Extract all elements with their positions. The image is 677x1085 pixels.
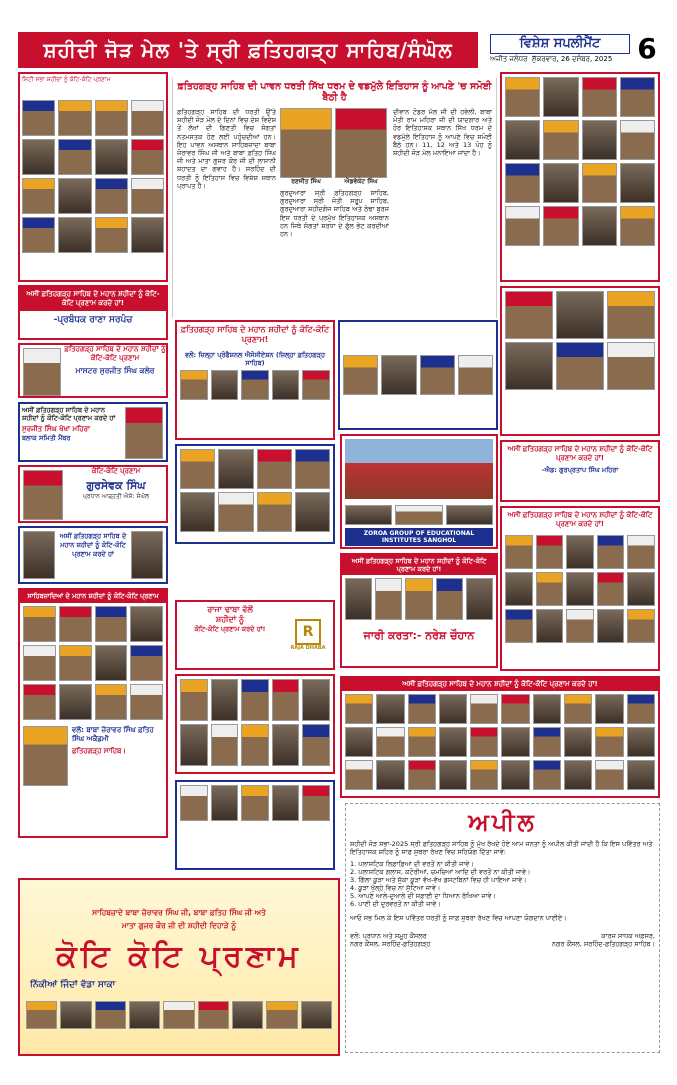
portrait-photo [505,609,533,643]
center-tribute-signer: ਵਲੋਂ: ਜ਼ਿਲ੍ਹਾ ਪ੍ਰੋਫੈਸ਼ਨਲ ਐਸੋਸੀਏਸ਼ਨ (ਜ਼ਿਲ੍ਹਾ ਫ਼ਤਿਹਗੜ੍ਹ ਸਾਹਿਬ) [185,351,325,367]
right-tribute-ad-3 [500,506,660,671]
portrait-photo [95,100,128,136]
portrait-photo [597,535,625,569]
surjit-role: ਬਲਾਕ ਸਮਿਤੀ ਮੈਂਬਰ [22,434,71,442]
portrait-photo [533,760,561,790]
portrait-photo [295,449,330,489]
portrait-photo [566,572,594,606]
portrait-photo [131,139,164,175]
portrait-photo [59,606,92,642]
portrait-photo [376,727,404,757]
portrait-photo [272,724,300,766]
portrait-photo [505,535,533,569]
portrait-photo [564,760,592,790]
portrait-photo [131,100,164,136]
appeal-title: ਅਪੀਲ [468,808,537,836]
portrait-photo [345,727,373,757]
appeal-signer-left-2: ਨਗਰ ਕੌਂਸਲ, ਸਰਹਿੰਦ-ਫ਼ਤਿਹਗੜ੍ਹ [350,940,431,948]
portrait-photo [381,355,416,395]
portrait-photo [505,163,540,203]
portrait-photo [470,694,498,724]
portrait-photo [125,407,163,459]
portrait-photo [58,178,91,214]
school-tribute-text: ਫ਼ਤਿਹਗੜ੍ਹ ਸਾਹਿਬ ਦੇ ਮਹਾਨ ਸ਼ਹੀਦਾਂ ਨੂੰ ਕੋਟਿ-ਕੋਟਿ ਪ੍ਰਣਾਮ [64,345,166,362]
portrait-photo [620,120,655,160]
center-right-photo-row [340,352,496,398]
raja-line-3: ਕੋਟਿ-ਕੋਟਿ ਪ੍ਰਣਾਮ ਕਰਦੇ ਹਾਂ! [194,625,266,633]
portrait-photo [23,531,55,579]
right-tribute-text-2: ਅਸੀਂ ਫ਼ਤਿਹਗੜ੍ਹ ਸਾਹਿਬ ਦੇ ਮਹਾਨ ਸ਼ਹੀਦਾਂ ਨੂੰ ਕੋਟਿ-ਕੋਟਿ ਪ੍ਰਣਾਮ ਕਰਦੇ ਹਾਂ! [507,511,653,528]
portrait-photo [23,684,56,720]
naresh-ad [340,553,498,668]
portrait-photo [556,291,604,339]
photo1-caption: ਰਣਜੀਤ ਸਿੰਘ [291,178,321,185]
surjit-ad [18,402,168,462]
right-tribute-ad-4 [340,676,660,798]
raja-dhaba-ad [175,600,335,670]
portrait-photo [505,77,540,117]
poster-line-1: ਸਾਹਿਬਜ਼ਾਦੇ ਬਾਬਾ ਜ਼ੋਰਾਵਰ ਸਿੰਘ ਜੀ, ਬਾਬਾ ਫ਼ਤਿਹ ਸਿੰਘ ਜੀ ਅਤੇ [92,908,266,917]
raja-line-2: ਸ਼ਹੀਦਾਂ ਨੂੰ [215,615,245,624]
portrait-photo [376,760,404,790]
portrait-photo [23,606,56,642]
portrait-photo [439,694,467,724]
portrait-photo [180,724,208,766]
naresh-photo-row [342,575,496,623]
right-photo-grid-4 [342,691,658,793]
portrait-photo [501,760,529,790]
portrait-photo [59,684,92,720]
center-bottom-grid-2 [175,780,335,870]
school-photo-row [342,502,496,528]
right-tribute-text-3: ਅਸੀਂ ਫ਼ਤਿਹਗੜ੍ਹ ਸਾਹਿਬ ਦੇ ਮਹਾਨ ਸ਼ਹੀਦਾਂ ਨੂੰ ਕੋਟਿ-ਕੋਟਿ ਪ੍ਰਣਾਮ ਕਰਦੇ ਹਾਂ! [342,678,658,691]
portrait-photo [582,206,617,246]
portrait-photo [343,355,378,395]
portrait-photo [505,120,540,160]
paper-name: ਅਜੀਤ ਜਲੰਧਰ [490,55,528,63]
portrait-photo [211,785,239,821]
right-tribute-text: ਅਸੀਂ ਫ਼ਤਿਹਗੜ੍ਹ ਸਾਹਿਬ ਦੇ ਮਹਾਨ ਸ਼ਹੀਦਾਂ ਨੂੰ ਕੋਟਿ-ਕੋਟਿ ਪ੍ਰਣਾਮ ਕਰਦੇ ਹਾਂ! [507,445,653,462]
appeal-notice [345,803,660,1053]
portrait-photo [130,645,163,681]
portrait-photo [543,120,578,160]
portrait-photo [627,609,655,643]
portrait-photo [446,505,493,525]
poster-line-2: ਮਾਤਾ ਗੁਜਰ ਕੌਰ ਜੀ ਦੀ ਸ਼ਹੀਦੀ ਦਿਹਾੜੇ ਨੂੰ [121,921,237,930]
portrait-photo [218,449,253,489]
center-photo-row [177,367,333,403]
portrait-photo [301,1001,332,1029]
portrait-photo [439,727,467,757]
right-photo-grid-3 [502,532,658,646]
portrait-photo [533,694,561,724]
portrait-photo [131,217,164,253]
appeal-signers [350,932,655,948]
portrait-photo [420,355,455,395]
portrait-photo [533,727,561,757]
right-photo-grid-ad [500,72,660,282]
portrait-photo [627,760,655,790]
portrait-photo [582,120,617,160]
portrait-photo [595,694,623,724]
portrait-photo [458,355,493,395]
portrait-photo [597,609,625,643]
portrait-photo [95,1001,126,1029]
portrait-photo [95,645,128,681]
portrait-photo [620,163,655,203]
portrait-photo [266,1001,297,1029]
appeal-item: 1. ਪਲਾਸਟਿਕ ਲਿਫ਼ਾਫ਼ਿਆਂ ਦੀ ਵਰਤੋਂ ਨਾ ਕੀਤੀ ਜਾਵੇ। [350,860,474,868]
portrait-photo [405,578,432,620]
naresh-tribute-text: ਅਸੀਂ ਫ਼ਤਿਹਗੜ੍ਹ ਸਾਹਿਬ ਦੇ ਮਹਾਨ ਸ਼ਹੀਦਾਂ ਨੂੰ ਕੋਟਿ-ਕੋਟਿ ਪ੍ਰਣਾਮ ਕਰਦੇ ਹਾਂ! [342,555,496,575]
appeal-item: 4. ਕੂੜਾ ਖੁੱਲ੍ਹੇ ਵਿਚ ਨਾ ਸੁੱਟਿਆ ਜਾਵੇ। [350,884,441,892]
portrait-photo [395,505,442,525]
portrait-photo [470,727,498,757]
left-tribute-text: ਅਸੀਂ ਫ਼ਤਿਹਗੜ੍ਹ ਸਾਹਿਬ ਦੇ ਮਹਾਨ ਸ਼ਹੀਦਾਂ ਨੂੰ ਕੋਟਿ-ਕੋਟਿ ਪ੍ਰਣਾਮ ਕਰਦੇ ਹਾਂ! [20,287,166,311]
portrait-photo [22,139,55,175]
poster-photo-row [20,998,338,1032]
portrait-photo [180,370,208,400]
portrait-photo [23,726,68,786]
gurmeet-header: ਕੋਟਿ-ਕੋਟਿ ਪ੍ਰਣਾਮ [91,467,141,475]
school-building-image [345,439,493,499]
left-photo-grid-ad [18,72,168,282]
school-tribute-ad [18,343,168,398]
portrait-photo [543,206,578,246]
page-number: 6 [637,32,657,65]
center-tribute-2 [175,444,335,544]
portrait-photo [272,785,300,821]
academy-photo-grid [20,603,166,723]
surjit-name: ਸੁਰਜੀਤ ਸਿੰਘ ਖੋਖਾ ਮਹਿਰਾ [22,425,90,433]
appeal-intro: ਸ਼ਹੀਦੀ ਜੋੜ ਸਭਾ-2025 ਸ੍ਰੀ ਫ਼ਤਿਹਗੜ੍ਹ ਸਾਹਿਬ ਨੂੰ ਮੁੱਖ ਰੱਖਦੇ ਹੋਏ ਆਮ ਜਨਤਾ ਨੂੰ ਅਪੀਲ ਕੀਤੀ ਜਾਂਦੀ ਹੈ ਕਿ ਇਸ ਪਵਿੱਤਰ ਅਤੇ ਇਤਿਹਾਸਕ ਸ਼ਹਿਰ ਨੂੰ ਸਾਫ਼ ਸੁਥਰਾ ਰੱਖਣ ਵਿਚ ਸਹਿਯੋਗ ਦਿੱਤਾ ਜਾਵੇ: [350,840,653,856]
portrait-photo [23,645,56,681]
portrait-photo [436,578,463,620]
gurmeet-role: ਪ੍ਰਧਾਨ ਆੜ੍ਹਤੀ ਐਸੋ: ਸੰਘੋਲ [82,493,149,500]
photo2-caption: ਐਡਵੋਕੇਟ ਸਿੰਘ [344,178,378,185]
portrait-photo [211,370,239,400]
poster-line-3: ਨਿੱਕੀਆਂ ਜਿੰਦਾਂ ਵੱਡਾ ਸਾਕਾ [30,980,116,990]
portrait-photo [218,492,253,532]
portrait-photo [95,606,128,642]
portrait-photo [536,609,564,643]
portrait-photo [241,679,269,721]
portrait-photo [564,694,592,724]
portrait-photo [95,139,128,175]
naresh-signer: ਜਾਰੀ ਕਰਤਾ:- ਨਰੇਸ਼ ਚੌਹਾਨ [363,629,475,642]
portrait-photo [408,727,436,757]
portrait-photo [58,217,91,253]
portrait-photo [582,163,617,203]
portrait-photo [272,370,300,400]
appeal-item: 5. ਆਪਣੇ ਆਲੇ-ਦੁਆਲੇ ਦੀ ਸਫ਼ਾਈ ਦਾ ਧਿਆਨ ਰੱਖਿਆ ਜਾਵੇ। [350,892,496,900]
portrait-photo [302,724,330,766]
article-headline: ਫ਼ਤਿਹਗੜ੍ਹ ਸਾਹਿਬ ਦੀ ਪਾਵਨ ਧਰਤੀ ਸਿੱਖ ਧਰਮ ਦੇ ਵਡਮੁੱਲੇ ਇਤਿਹਾਸ ਨੂੰ ਆਪਣੇ 'ਚ ਸਮੋਈ ਬੈਠੀ ਹੈ [177,81,492,103]
portrait-photo [22,100,55,136]
article-body [173,106,496,310]
academy-signer: ਵਲੋਂ: ਬਾਬਾ ਜ਼ੋਰਾਵਰ ਸਿੰਘ ਫ਼ਤਿਹ ਸਿੰਘ ਅਕੈਡਮੀ [72,726,154,743]
portrait-photo [582,77,617,117]
portrait-photo [505,342,553,390]
sahibzade-tribute-text: ਅਸੀਂ ਫ਼ਤਿਹਗੜ੍ਹ ਸਾਹਿਬ ਦੇ ਮਹਾਨ ਸ਼ਹੀਦਾਂ ਨੂੰ ਕੋਟਿ-ਕੋਟਿ ਪ੍ਰਣਾਮ ਕਰਦੇ ਹਾਂ [59,532,127,558]
appeal-item: 6. ਪਾਣੀ ਦੀ ਦੁਰਵਰਤੋਂ ਨਾ ਕੀਤੀ ਜਾਵੇ। [350,900,441,908]
right-tribute-ad-1 [500,286,660,436]
article-col-2: ਗੁਰਦੁਆਰਾ ਸ੍ਰੀ ਫ਼ਤਿਹਗੜ੍ਹ ਸਾਹਿਬ, ਗੁਰਦੁਆਰਾ ਸ੍ਰੀ ਜੋਤੀ ਸਰੂਪ ਸਾਹਿਬ, ਗੁਰਦੁਆਰਾ ਸ਼ਹੀਦਗੰਜ ਸਾਹਿਬ ਅਤੇ ਠੰਢਾ ਬੁਰਜ ਇਸ ਧਰਤੀ ਦੇ ਪ੍ਰਮੁੱਖ ਇਤਿਹਾਸਕ ਅਸਥਾਨ ਹਨ ਜਿਥੇ ਸੰਗਤਾਂ ਸ਼ਰਧਾ ਦੇ ਫੁੱਲ ਭੇਟ ਕਰਦੀਆਂ ਹਨ। [280,189,389,239]
portrait-photo [595,727,623,757]
portrait-photo [302,785,330,821]
appeal-closing: ਆਓ ਸਭ ਮਿਲ ਕੇ ਇਸ ਪਵਿੱਤਰ ਧਰਤੀ ਨੂੰ ਸਾਫ਼ ਸੁਥਰਾ ਰੱਖਣ ਵਿਚ ਆਪਣਾ ਯੋਗਦਾਨ ਪਾਈਏ। [350,914,567,922]
page-header-title: ਸ਼ਹੀਦੀ ਜੋੜ ਮੇਲ 'ਤੇ ਸ੍ਰੀ ਫ਼ਤਿਹਗੜ੍ਹ ਸਾਹਿਬ/ਸੰਘੋਲ [18,32,478,68]
sahibzade-tribute-ad [18,526,168,584]
center-tribute-ad [175,320,335,440]
portrait-photo [198,1001,229,1029]
portrait-photo [439,760,467,790]
article-col-1: ਫ਼ਤਿਹਗੜ੍ਹ ਸਾਹਿਬ ਦੀ ਧਰਤੀ ਉੱਤੇ ਸ਼ਹੀਦੀ ਜੋੜ ਮੇਲ ਦੇ ਦਿਨਾਂ ਵਿਚ ਦੇਸ਼ ਵਿਦੇਸ਼ ਤੋਂ ਲੱਖਾਂ ਦੀ ਗਿਣਤੀ ਵਿਚ ਸੰਗਤਾਂ ਨਤਮਸਤਕ ਹੋਣ ਲਈ ਪਹੁੰਚਦੀਆਂ ਹਨ। ਇਹ ਪਾਵਨ ਅਸਥਾਨ ਸਾਹਿਬਜ਼ਾਦਾ ਬਾਬਾ ਜ਼ੋਰਾਵਰ ਸਿੰਘ ਜੀ ਅਤੇ ਬਾਬਾ ਫ਼ਤਿਹ ਸਿੰਘ ਜੀ ਅਤੇ ਮਾਤਾ ਗੁਜਰ ਕੌਰ ਜੀ ਦੀ ਲਾਸਾਨੀ ਸ਼ਹਾਦਤ ਦਾ ਗਵਾਹ ਹੈ। ਸਰਹਿੰਦ ਦੀ ਧਰਤੀ ਨੂੰ ਇਤਿਹਾਸ ਵਿਚ ਵਿਸ਼ੇਸ਼ ਸਥਾਨ ਪ੍ਰਾਪਤ ਹੈ। [177,108,277,190]
portrait-photo [345,578,372,620]
appeal-signer-right-2: ਨਗਰ ਕੌਂਸਲ, ਸਰਹਿੰਦ-ਫ਼ਤਿਹਗੜ੍ਹ ਸਾਹਿਬ। [551,940,655,948]
portrait-photo [595,760,623,790]
center-bottom-photo-grid [177,676,333,769]
portrait-photo [501,694,529,724]
appeal-item: 2. ਪਲਾਸਟਿਕ ਗਲਾਸ, ਕਟੋਰੀਆਂ, ਚਮਚਿਆਂ ਆਦਿ ਦੀ ਵਰਤੋਂ ਨਾ ਕੀਤੀ ਜਾਵੇ। [350,868,531,876]
right-photo-grid [502,74,658,249]
portrait-photo [163,1001,194,1029]
raja-logo [283,602,333,668]
portrait-photo [466,578,493,620]
right-tribute-photos [502,288,658,393]
center-bottom-photo-grid-2 [177,782,333,824]
portrait-photo [180,449,215,489]
portrait-photo [620,77,655,117]
portrait-photo [556,342,604,390]
portrait-photo [60,1001,91,1029]
portrait-photo [22,217,55,253]
portrait-photo [345,694,373,724]
portrait-photo [566,609,594,643]
gurmeet-ad [18,465,168,523]
school-banner: ZOROA GROUP OF EDUCATIONAL INSTITUTES SANGHOL [345,528,493,546]
portrait-photo [408,760,436,790]
portrait-photo [345,760,373,790]
center2-photo-grid [177,446,333,535]
portrait-photo [26,1001,57,1029]
portrait-photo [22,178,55,214]
left-photo-grid [20,98,166,255]
portrait-photo [131,531,163,579]
appeal-signer-left: ਵਲੋਂ: ਪ੍ਰਧਾਨ ਅਤੇ ਸਮੂਹ ਕੌਂਸਲਰ [350,932,427,940]
portrait-photo [241,785,269,821]
portrait-photo [505,572,533,606]
right-tribute-signer: -ਐਡ: ਗੁਰਪ੍ਰਤਾਪ ਸਿੰਘ ਮਹਿਰਾ [541,466,619,474]
portrait-photo [505,206,540,246]
portrait-photo [211,724,239,766]
academy-place: ਫ਼ਤਿਹਗੜ੍ਹ ਸਾਹਿਬ। [72,747,127,755]
raja-logo-icon: R [295,619,321,645]
right-tribute-ad-2 [500,440,660,502]
portrait-photo [501,727,529,757]
baba-academy-ad [18,588,168,838]
portrait-photo [375,578,402,620]
portrait-photo [95,217,128,253]
portrait-photo [543,163,578,203]
portrait-photo [129,1001,160,1029]
portrait-photo [295,492,330,532]
article-photo-2 [335,108,387,185]
portrait-photo [627,694,655,724]
dateline [490,55,630,64]
portrait-photo [536,535,564,569]
gurmeet-name: ਗੁਰਸੇਵਕ ਸਿੰਘ [86,479,146,492]
feature-article [172,78,497,318]
appeal-signer-right: ਕਾਰਜ ਸਾਧਕ ਅਫ਼ਸਰ, [601,932,655,940]
portrait-photo [536,572,564,606]
surjit-tribute: ਅਸੀਂ ਫ਼ਤਿਹਗੜ੍ਹ ਸਾਹਿਬ ਦੇ ਮਹਾਨ ਸ਼ਹੀਦਾਂ ਨੂੰ ਕੋਟਿ-ਕੋਟਿ ਪ੍ਰਣਾਮ ਕਰਦੇ ਹਾਂ [22,406,116,422]
portrait-photo [257,492,292,532]
appeal-item: 3. ਗਿੱਲਾ ਕੂੜਾ ਅਤੇ ਸੁੱਕਾ ਕੂੜਾ ਵੱਖ-ਵੱਖ ਡਸਟਬਿਨਾਂ ਵਿਚ ਹੀ ਪਾਇਆ ਜਾਵੇ। [350,876,527,884]
portrait-photo [130,606,163,642]
portrait-photo [23,470,63,520]
school-institute-ad [340,434,498,549]
portrait-photo [95,178,128,214]
baba-tribute-text: ਸਾਹਿਬਜ਼ਾਦਿਆਂ ਦੇ ਮਹਾਨ ਸ਼ਹੀਦਾਂ ਨੂੰ ਕੋਟਿ-ਕੋਟਿ ਪ੍ਰਣਾਮ [20,590,166,603]
poster-pranam: ਕੋਟਿ ਕੋਟਿ ਪ੍ਰਣਾਮ [56,939,302,974]
left-ad-header-text: ਸਿਟੀ ਸਭਾ ਸ਼ਹੀਦਾਂ ਨੂੰ ਕੋਟਿ-ਕੋਟਿ ਪ੍ਰਣਾਮ [22,76,111,83]
portrait-photo [232,1001,263,1029]
portrait-photo [180,679,208,721]
article-photo-1 [280,108,332,185]
portrait-photo [58,139,91,175]
portrait-photo [58,100,91,136]
portrait-photo [180,492,215,532]
portrait-photo [566,535,594,569]
raja-logo-text: RAJA DHABA [290,645,326,651]
portrait-photo [131,178,164,214]
portrait-photo [627,727,655,757]
portrait-photo [345,505,392,525]
portrait-photo [597,572,625,606]
portrait-photo [180,785,208,821]
pranam-poster [18,878,340,1056]
portrait-photo [543,77,578,117]
portrait-photo [627,572,655,606]
issue-date: ਸ਼ੁੱਕਰਵਾਰ, 26 ਦਸੰਬਰ, 2025 [531,55,613,63]
portrait-photo [470,760,498,790]
portrait-photo [241,724,269,766]
portrait-photo [211,679,239,721]
raja-line-1: ਰਾਜਾ ਢਾਬਾ ਵੱਲੋਂ [207,605,253,614]
portrait-photo [272,679,300,721]
article-photos [280,108,389,308]
article-col-3: ਦੀਵਾਨ ਟੋਡਰ ਮੱਲ ਜੀ ਦੀ ਹਵੇਲੀ, ਬਾਬਾ ਮੋਤੀ ਰਾਮ ਮਹਿਰਾ ਜੀ ਦੀ ਯਾਦਗਾਰ ਅਤੇ ਹੋਰ ਇਤਿਹਾਸਕ ਸਥਾਨ ਸਿੱਖ ਧਰਮ ਦੇ ਵਡਮੁੱਲੇ ਇਤਿਹਾਸ ਨੂੰ ਆਪਣੇ ਵਿਚ ਸਮੋਈ ਬੈਠੇ ਹਨ। 11, 12 ਅਤੇ 13 ਪੋਹ ਨੂੰ ਸ਼ਹੀਦੀ ਜੋੜ ਮੇਲ ਮਨਾਇਆ ਜਾਂਦਾ ਹੈ। [392,108,492,158]
portrait-photo [59,645,92,681]
special-supplement-label: ਵਿਸ਼ੇਸ਼ ਸਪਲੀਮੈਂਟ [490,34,630,54]
left-tribute-ad [18,285,168,340]
portrait-photo [627,535,655,569]
portrait-photo [620,206,655,246]
center-right-contact-ad [338,320,498,430]
portrait-photo [302,370,330,400]
portrait-photo [23,348,61,396]
portrait-photo [564,727,592,757]
portrait-photo [95,684,128,720]
portrait-photo [607,291,655,339]
portrait-photo [241,370,269,400]
center-tribute-text: ਫ਼ਤਿਹਗੜ੍ਹ ਸਾਹਿਬ ਦੇ ਮਹਾਨ ਸ਼ਹੀਦਾਂ ਨੂੰ ਕੋਟਿ-ਕੋਟਿ ਪ੍ਰਣਾਮ! [180,325,330,344]
portrait-photo [505,291,553,339]
left-tribute-signer: -ਪ੍ਰਬੰਧਕ ਰਾਣਾ ਸਰਪੰਚ [53,315,133,325]
portrait-photo [130,684,163,720]
portrait-photo [376,694,404,724]
portrait-photo [257,449,292,489]
portrait-photo [607,342,655,390]
portrait-photo [302,679,330,721]
portrait-photo [408,694,436,724]
center-bottom-grid-ad [175,674,335,774]
appeal-list [350,860,655,908]
school-name: ਮਾਸਟਰ ਸੁਰਜੀਤ ਸਿੰਘ ਕਲੇਰ [75,366,155,375]
